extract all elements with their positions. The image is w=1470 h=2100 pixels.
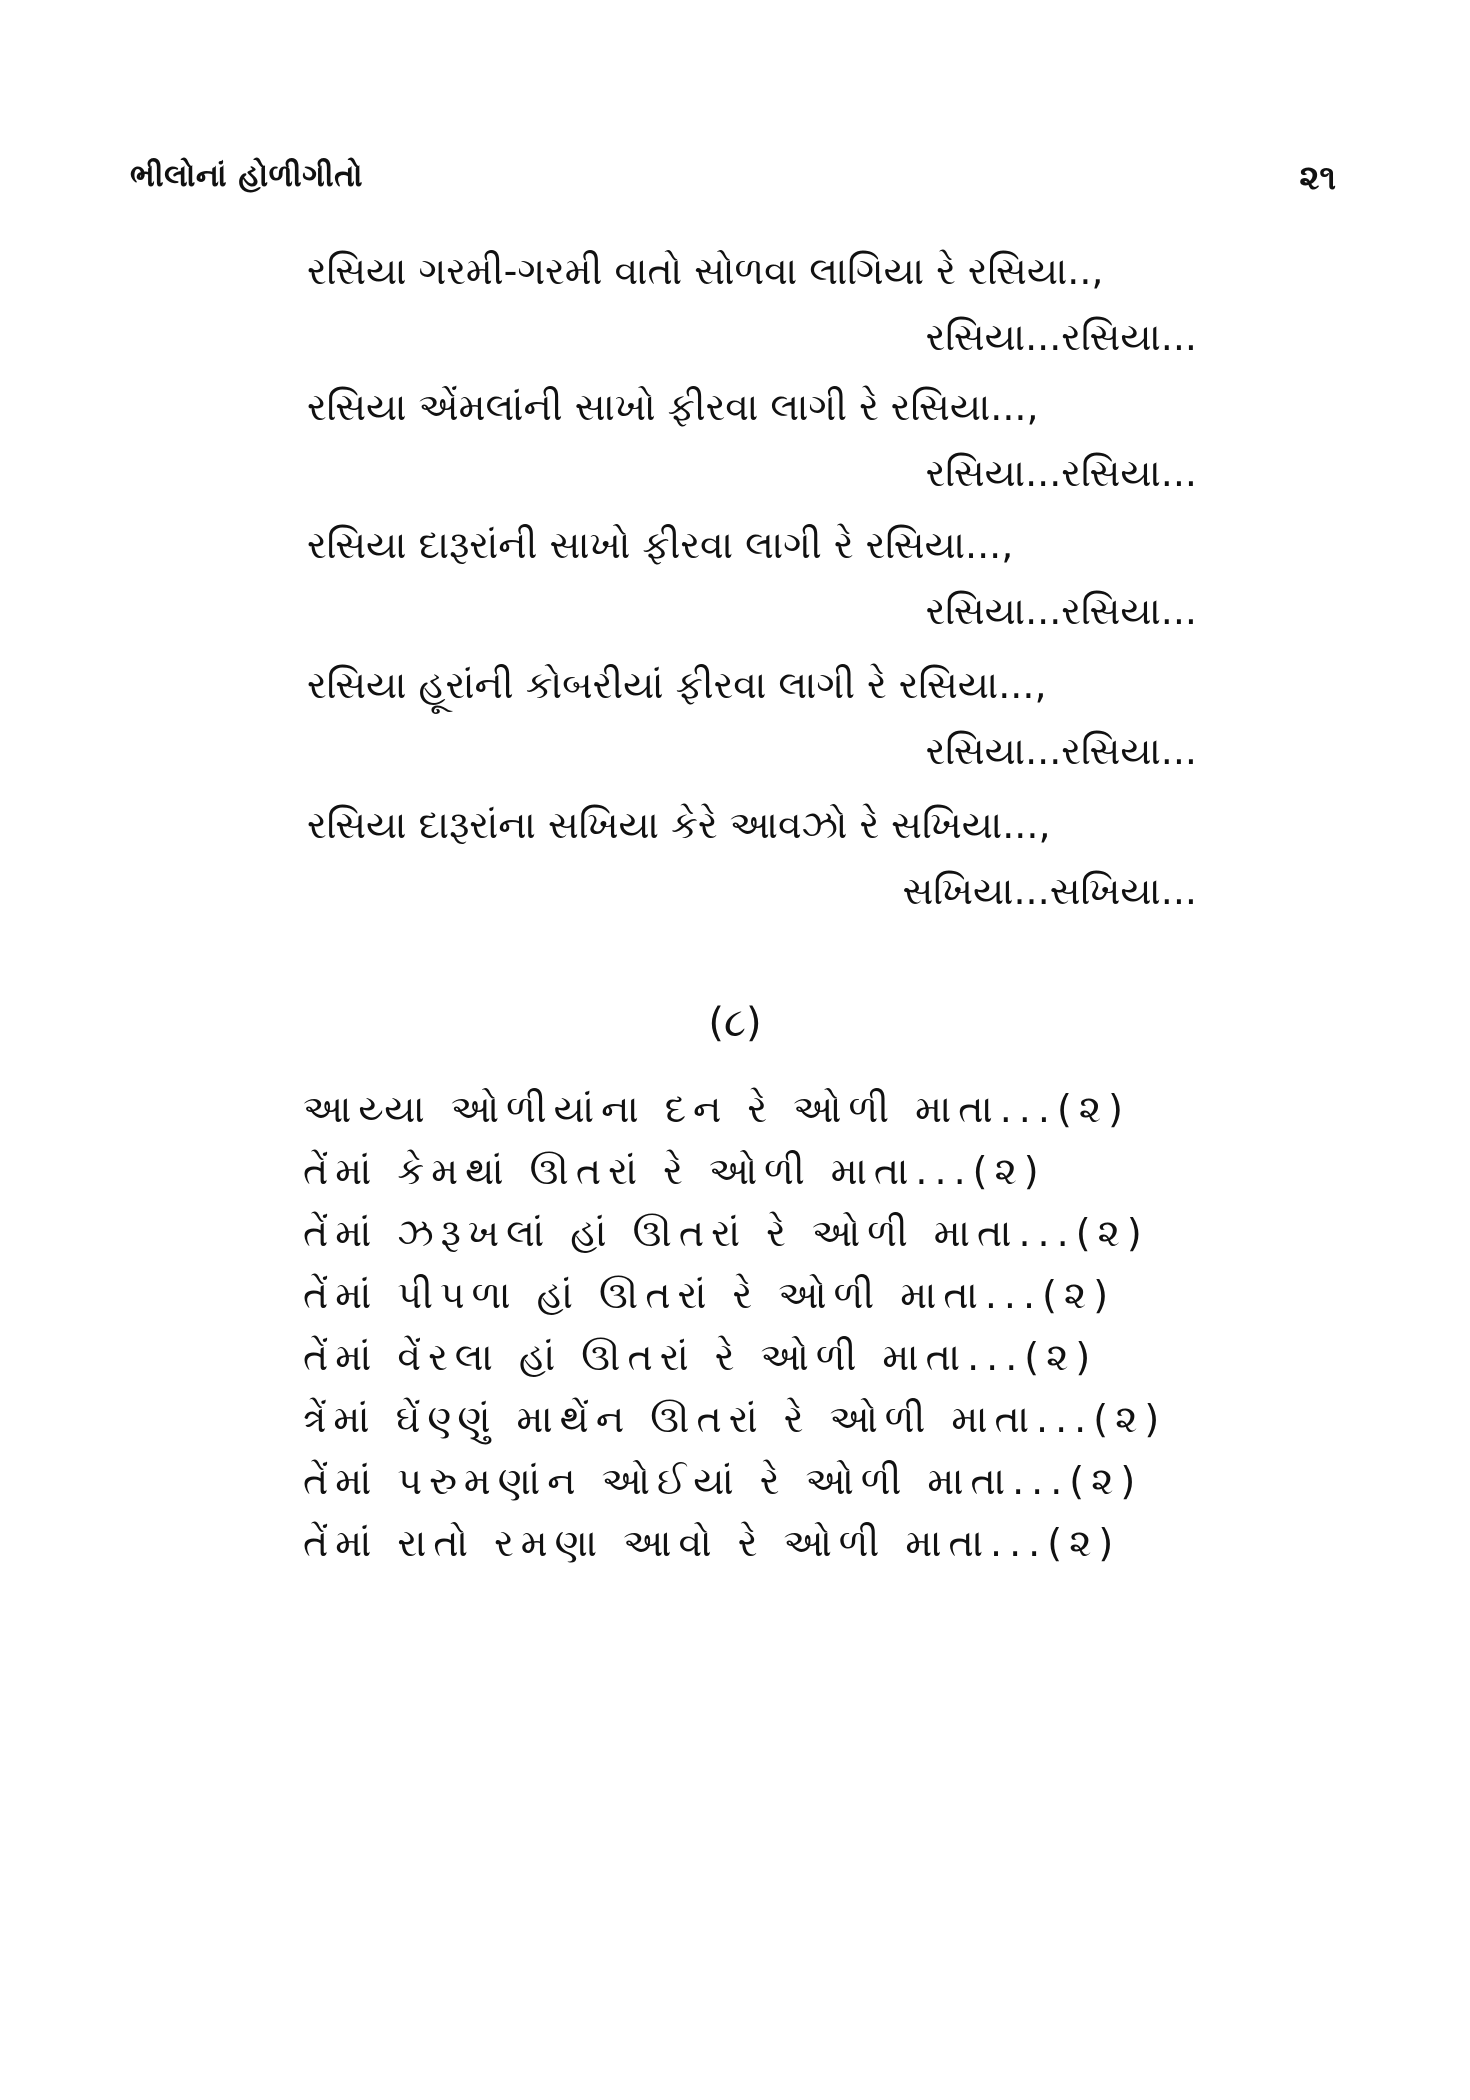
song-number: (૮) (708, 1000, 762, 1046)
stanza (307, 512, 1197, 644)
page-number: ૨૧ (1299, 158, 1336, 198)
verse-line: તેંમાં પીપળા હાં ઊતરાં રે ઓળી માતા...(૨) (303, 1273, 1116, 1317)
verse-line: તેંમાં રાતો રમણા આવો રે ઓળી માતા...(૨) (303, 1521, 1121, 1565)
stanza (307, 374, 1197, 506)
stanza-line: રસિયા ગરમી-ગરમી વાતો સોળવા લાગિયા રે રસિયા.., (307, 249, 1104, 293)
stanza-line: રસિયા એંમલાંની સાખો ફીરવા લાગી રે રસિયા..., (307, 385, 1039, 429)
stanza-line: રસિયા દારૂરાંની સાખો ફીરવા લાગી રે રસિયા..., (307, 523, 1014, 567)
stanza-line: રસિયા હૂરાંની કોબરીયાં ફીરવા લાગી રે રસિયા..., (307, 663, 1047, 707)
stanza (307, 652, 1197, 784)
verse-line: આય્યા ઓળીયાંના દન રે ઓળી માતા...(૨) (303, 1087, 1130, 1131)
stanza-refrain: રસિયા...રસિયા... (925, 729, 1197, 773)
stanza-refrain: રસિયા...રસિયા... (925, 315, 1197, 359)
verse-line: ત્રેંમાં ઘેંણ્ણું માથેંન ઊતરાં રે ઓળી માતા...(૨) (303, 1397, 1167, 1441)
verse-line: તેંમાં ઝરૂખલાં હાં ઊતરાં રે ઓળી માતા...(૨) (303, 1211, 1149, 1255)
song-verses (303, 1078, 1167, 1574)
verse-line: તેંમાં કેમથાં ઊતરાં રે ઓળી માતા...(૨) (303, 1149, 1046, 1193)
running-title: ભીલોનાં હોળીગીતો (130, 158, 363, 194)
stanza-refrain: સખિયા...સખિયા... (902, 869, 1197, 913)
verse-line: તેંમાં પરુમણાંન ઓઈયાં રે ઓળી માતા...(૨) (303, 1459, 1143, 1503)
stanza-refrain: રસિયા...રસિયા... (925, 589, 1197, 633)
verse-line: તેંમાં વેંરલા હાં ઊતરાં રે ઓળી માતા...(૨) (303, 1335, 1098, 1379)
stanza (307, 238, 1197, 370)
stanza (307, 792, 1197, 924)
stanza-line: રસિયા દારૂરાંના સખિયા કેરે આવઝો રે સખિયા..., (307, 803, 1051, 847)
stanza-refrain: રસિયા...રસિયા... (925, 451, 1197, 495)
